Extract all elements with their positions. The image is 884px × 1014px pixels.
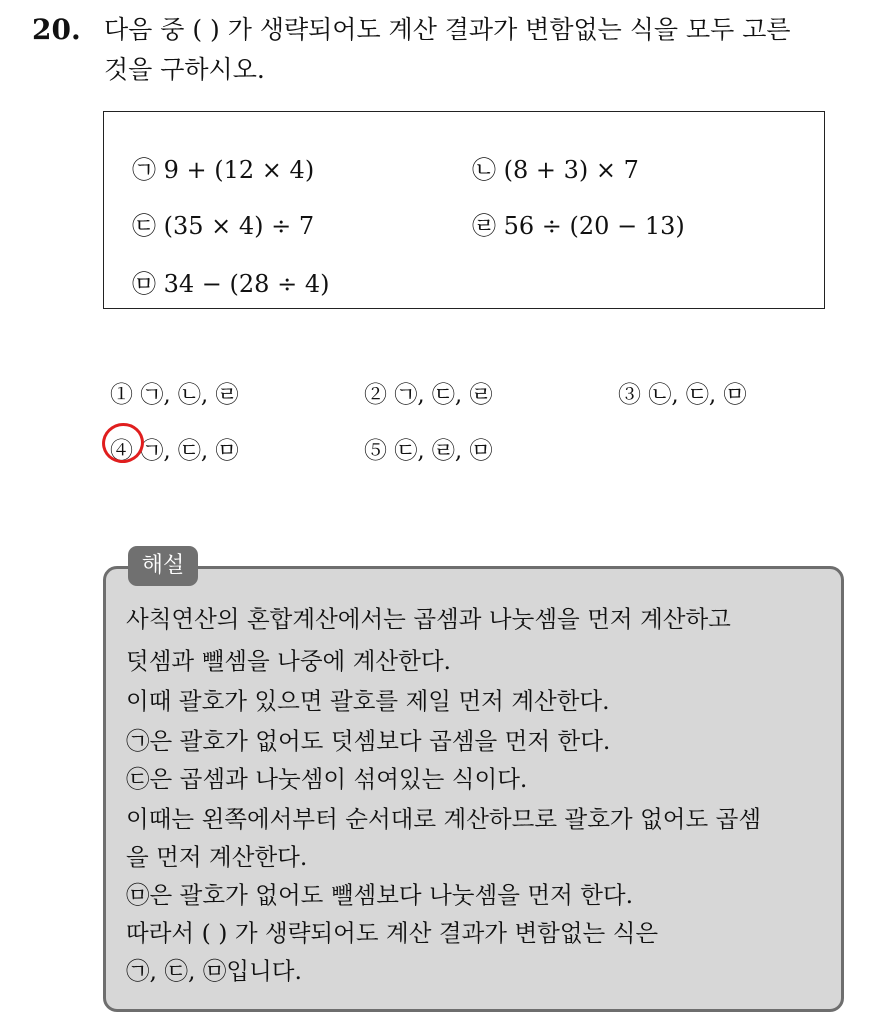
solution-line: 따라서 ( ) 가 생략되어도 계산 결과가 변함없는 식은	[126, 919, 659, 947]
answer-text: ㉢, ㉣, ㉤	[394, 438, 493, 464]
expression-label: ㉣	[472, 212, 496, 240]
answer-choice-1[interactable]	[110, 376, 239, 409]
answer-number: ①	[110, 382, 133, 408]
expression-label: ㉡	[472, 156, 496, 184]
expression-c	[132, 206, 314, 241]
solution-line: 이때 괄호가 있으면 괄호를 제일 먼저 계산한다.	[126, 687, 610, 715]
solution-tag: 해설	[128, 546, 198, 586]
expression-text: 56 ÷ (20 − 13)	[503, 212, 685, 240]
solution-line: 사칙연산의 혼합계산에서는 곱셈과 나눗셈을 먼저 계산하고	[126, 605, 731, 633]
expression-text: 34 − (28 ÷ 4)	[163, 270, 330, 298]
answer-number: ④	[110, 438, 133, 464]
expression-a	[132, 150, 314, 185]
answer-choice-3[interactable]	[618, 376, 747, 409]
answer-choice-2[interactable]	[364, 376, 493, 409]
expression-label: ㉢	[132, 212, 156, 240]
solution-line: ㉠은 괄호가 없어도 덧셈보다 곱셈을 먼저 한다.	[126, 727, 611, 755]
expression-e	[132, 264, 329, 299]
answer-text: ㉡, ㉢, ㉤	[648, 382, 747, 408]
question-text-line-2: 것을 구하시오.	[104, 55, 265, 84]
solution-line: 을 먼저 계산한다.	[126, 843, 308, 871]
solution-line: 이때는 왼쪽에서부터 순서대로 계산하므로 괄호가 없어도 곱셈	[126, 805, 762, 833]
expression-label: ㉠	[132, 156, 156, 184]
expression-text: (35 × 4) ÷ 7	[163, 212, 315, 240]
solution-line: ㉤은 괄호가 없어도 뺄셈보다 나눗셈을 먼저 한다.	[126, 881, 634, 909]
expression-text: 9 + (12 × 4)	[163, 156, 315, 184]
expression-b	[472, 150, 639, 185]
solution-line: ㉢은 곱셈과 나눗셈이 섞여있는 식이다.	[126, 765, 528, 793]
answer-number: ②	[364, 382, 387, 408]
expression-label: ㉤	[132, 270, 156, 298]
solution-line: ㉠, ㉢, ㉤입니다.	[126, 957, 302, 985]
question-text-line-1: 다음 중 ( ) 가 생략되어도 계산 결과가 변함없는 식을 모두 고른	[104, 15, 791, 44]
answer-text: ㉠, ㉢, ㉤	[140, 438, 239, 464]
expression-d	[472, 206, 685, 241]
answer-text: ㉠, ㉢, ㉣	[394, 382, 493, 408]
answer-choice-5[interactable]	[364, 432, 493, 465]
solution-line: 덧셈과 뺄셈을 나중에 계산한다.	[126, 647, 451, 675]
answer-number: ⑤	[364, 438, 387, 464]
answer-text: ㉠, ㉡, ㉣	[140, 382, 239, 408]
expression-text: (8 + 3) × 7	[503, 156, 639, 184]
answer-number: ③	[618, 382, 641, 408]
question-number: 20.	[32, 13, 81, 46]
